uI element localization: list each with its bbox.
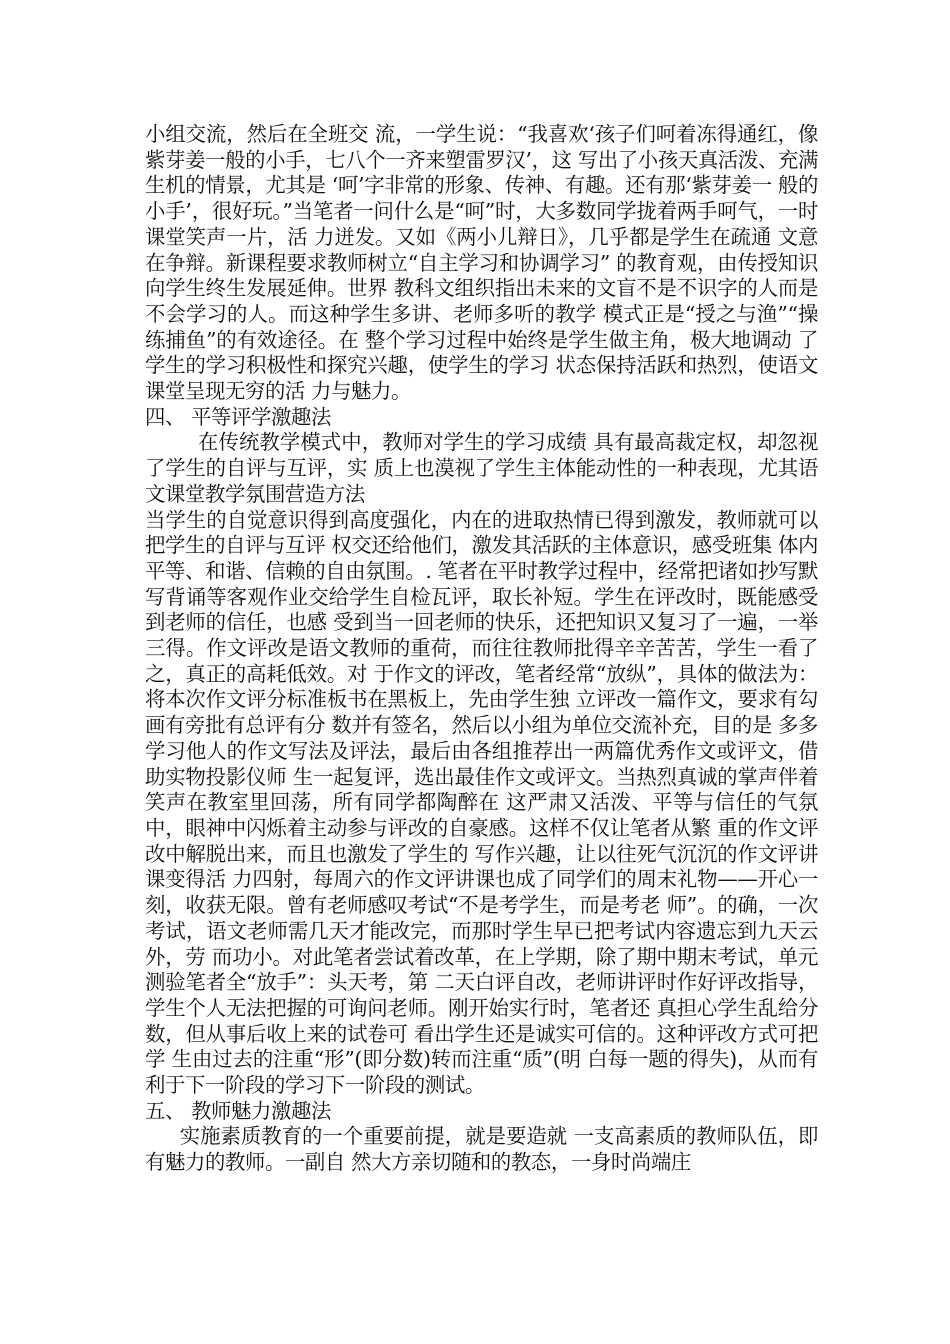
body-paragraph-2: 在传统教学模式中，教师对学生的学习成绩 具有最高裁定权，却忽视了学生的自评与互评，实 质上也漠视了学生主体能动性的一种表现，尤其语文课堂教学氛围营造方法 [145, 430, 818, 506]
body-paragraph-3: 当学生的自觉意识得到高度强化，内在的进取热情已得到激发，教师就可以把学生的自评与互评 权交还给他们，激发其活跃的主体意识，感受班集 体内平等、和谐、信赖的自由氛围。. 笔者在平时教学过程中，经常把诸如抄写默写背诵等客观作业交给学生自检瓦评，取长补短。学生在评改时，既能感受到老师的信任，也感 受到当一回老师的快乐，还把知识又复习了一遍，一举三得。作文评改是语文教师的重荷，而往往教师批得辛辛苦苦，学生一看了之，真正的高耗低效。对 于作文的评改，笔者经常“放纵”，具体的做法为：将本次作文评分标准板书在黑板上，先由学生独 立评改一篇作文，要求有勾画有旁批有总评有分 数并有签名，然后以小组为单位交流补充，目的是 多多学习他人的作文写法及评法，最后由各组推荐出一两篇优秀作文或评文，借助实物投影仪师 生一起复评，选出最佳作文或评文。当热烈真诚的掌声伴着笑声在教室里回荡，所有同学都陶醉在 这严肃又活泼、平等与信任的气氛中，眼神中闪烁着主动参与评改的自豪感。这样不仅让笔者从繁 重的作文评改中解脱出来，而且也激发了学生的 写作兴趣，让以往死气沉沉的作文评讲课变得活 力四射，每周六的作文评讲课也成了同学们的周末礼物——开心一刻，收获无限。曾有老师感叹考试“不是考学生，而是考老 师”。的确，一次考试，语文老师需几天才能改完，而那时学生早已把考试内容遗忘到九天云外，劳 而功小。对此笔者尝试着改革，在上学期，除了期中期末考试，单元测验笔者全“放手”：头天考，第 二天白评自改，老师讲评时作好评改指导，学生个人无法把握的可询问老师。刚开始实行时，笔者还 真担心学生乱给分数，但从事后收上来的试卷可 看出学生还是诚实可信的。这种评改方式可把学 生由过去的注重“形”(即分数)转而注重“质”(明 白每一题的得失)，从而有利于下一阶段的学习下一阶段的测试。 [145, 507, 818, 1098]
body-paragraph-1: 小组交流，然后在全班交 流，一学生说：“我喜欢‘孩子们呵着冻得通红，像 紫芽姜一般的小手，七八个一齐来塑雷罗汉’，这 写出了小孩天真活泼、充满生机的情景，尤其是 ‘呵’字非常的形象、传神、有趣。还有那‘紫芽姜一 般的小手’，很好玩。”当笔者一问什么是“呵”时，大多数同学拢着两手呵气，一时课堂笑声一片，活 力迸发。又如《两小儿辩日》，几乎都是学生在疏通 文意在争辩。新课程要求教师树立“自主学习和协调学习” 的教育观，由传授知识向学生终生发展延伸。世界 教科文组织指出未来的文盲不是不识字的人而是不会学习的人。而这种学生多讲、老师多听的教学 模式正是“授之与渔”“操练捕鱼”的有效途径。在 整个学习过程中始终是学生做主角，极大地调动 了学生的学习积极性和探究兴趣，使学生的学习 状态保持活跃和热烈，使语文课堂呈现无穷的活 力与魅力。 [145, 122, 818, 404]
section-heading-5: 五、 教师魅力激趣法 [145, 1098, 331, 1123]
body-paragraph-4: 实施素质教育的一个重要前提，就是要造就 一支高素质的教师队伍，即有魅力的教师。一副自 然大方亲切随和的教态，一身时尚端庄 [145, 1124, 818, 1175]
section-heading-4: 四、 平等评学激趣法 [145, 404, 331, 429]
document-page [145, 122, 818, 1176]
